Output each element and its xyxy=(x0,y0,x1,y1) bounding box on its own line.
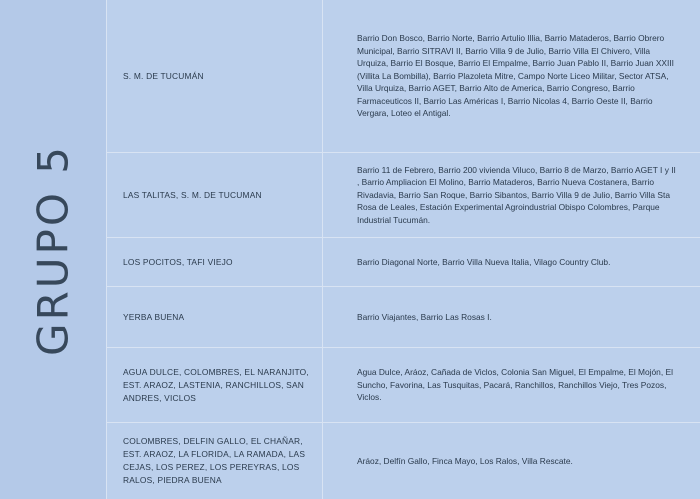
location-cell: AGUA DULCE, COLOMBRES, EL NARANJITO, EST. ARAOZ, LASTENIA, RANCHILLOS, SAN ANDRES, VICLOS xyxy=(123,366,309,403)
location-cell: LOS POCITOS, TAFI VIEJO xyxy=(123,256,233,267)
group-label: GRUPO 5 xyxy=(28,144,78,356)
location-cell: YERBA BUENA xyxy=(123,311,185,322)
barrios-cell: Aráoz, Delfín Gallo, Finca Mayo, Los Ralos, Villa Rescate. xyxy=(357,455,573,466)
table-row xyxy=(107,238,700,287)
barrios-cell: Barrio Diagonal Norte, Barrio Villa Nueva Italia, Vilago Country Club. xyxy=(357,256,611,267)
table-row xyxy=(107,423,700,499)
localities-table xyxy=(107,0,700,499)
table-row xyxy=(107,153,700,238)
location-cell: LAS TALITAS, S. M. DE TUCUMAN xyxy=(123,189,262,200)
location-cell: S. M. DE TUCUMÁN xyxy=(123,70,204,81)
barrios-cell: Barrio 11 de Febrero, Barrio 200 vivienda Viluco, Barrio 8 de Marzo, Barrio AGET I y II , Barrio Ampliacion El Molino, Barrio Mataderos, Barrio Nueva Costanera, Barrio Rivadavia, Barrio San Roque, Barrio Sibantos, Barrio Villa 9 de Julio, Barrio Villa Sta Rosa de Leales, Estación Experimental Agroindustrial Obispo Colombres, Parque Industrial Tucumán. xyxy=(357,164,676,225)
location-cell: COLOMBRES, DELFIN GALLO, EL CHAÑAR, EST. ARAOZ, LA FLORIDA, LA RAMADA, LAS CEJAS, LOS PEREZ, LOS PEREYRAS, LOS RALOS, PIEDRA BUENA xyxy=(123,436,306,485)
table-row xyxy=(107,287,700,348)
barrios-cell: Barrio Don Bosco, Barrio Norte, Barrio Artulio Illia, Barrio Mataderos, Barrio Obrero Municipal, Barrio SITRAVI II, Barrio Villa 9 de Julio, Barrio Villa El Chivero, Villa Urquiza, Barrio El Bosque, Barrio El Empalme, Barrio Juan Pablo II, Barrio Juan XXIII (Villita La Bombilla), Barrio Plazoleta Mitre, Campo Norte Liceo Militar, Sector ATSA, Villa Urquiza, Barrio AGET, Barrio Alto de America, Barrio Congreso, Barrio Farmaceuticos II, Barrio Las Américas I, Barrio Nicolas 4, Barrio Oeste II, Barrio Vergara, Loteo el Antigal. xyxy=(357,33,674,119)
barrios-cell: Barrio Viajantes, Barrio Las Rosas I. xyxy=(357,311,492,322)
table-row xyxy=(107,348,700,423)
barrios-cell: Agua Dulce, Aráoz, Cañada de Viclos, Colonia San Miguel, El Empalme, El Mojón, El Suncho, Favorina, Las Tusquitas, Pacará, Ranchillos, Ranchillos Viejo, Tres Pozos, Viclos. xyxy=(357,367,673,403)
group-column xyxy=(0,0,106,499)
table-row xyxy=(107,0,700,153)
